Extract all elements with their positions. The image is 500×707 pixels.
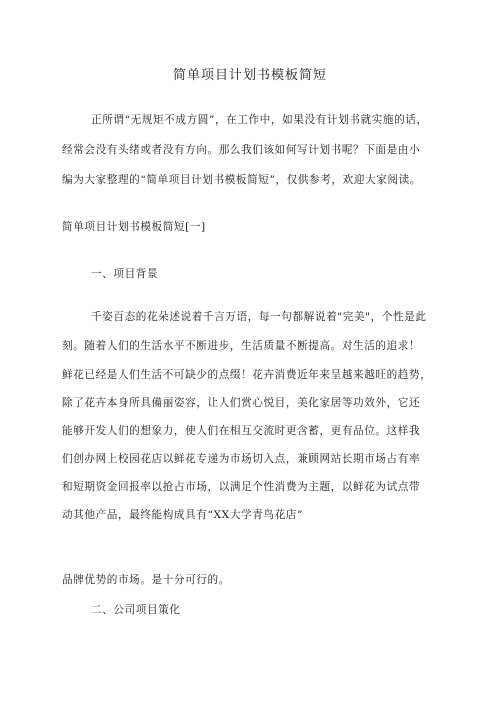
body-line: 动其他产品，最终能构成具有“XX大学青鸟花店”	[62, 509, 303, 521]
body-line: 鲜花已经是人们生活不可缺少的点缀！花卉消费近年来呈越来越旺的趋势，	[62, 369, 432, 381]
body-line: 千姿百态的花朵述说着千言万语，每一句都解说着"完美"，个性是此	[91, 311, 427, 323]
intro-line: 编为大家整理的“简单项目计划书模板简短”，仅供参考，欢迎大家阅读。	[62, 174, 422, 186]
body-line: 品牌优势的市场。是十分可行的。	[62, 574, 230, 586]
body-line: 能够开发人们的想象力，使人们在相互交流时更含蓄，更有品位。这样我	[62, 425, 421, 437]
body-line: 刻。随着人们的生活水平不断进步，生活质量不断提高。对生活的追求！	[62, 340, 421, 352]
heading-company-project-planning: 二、公司项目策化	[91, 604, 181, 616]
body-line: 除了花卉本身所具備丽姿容，让人们赏心悦目，美化家居等功效外，它还	[62, 397, 421, 409]
body-line: 们创办网上校园花店以鲜花专递为市场切入点，兼顾网站长期市场占有率	[62, 453, 421, 465]
heading-project-background: 一、项目背景	[91, 268, 159, 280]
intro-line: 正所谓“无规矩不成方圆”，在工作中，如果没有计划书就实施的话，	[91, 114, 428, 126]
body-line: 和短期资金回报率以抢占市场，以满足个性消费为主题，以鲜花为试点带	[62, 481, 421, 493]
section-heading: 简单项目计划书模板简短[一]	[62, 221, 206, 233]
intro-line: 经常会没有头绪或者没有方向。那么我们该如何写计划书呢？下面是由小	[62, 144, 421, 156]
document-title: 简单项目计划书模板简短	[172, 68, 327, 83]
